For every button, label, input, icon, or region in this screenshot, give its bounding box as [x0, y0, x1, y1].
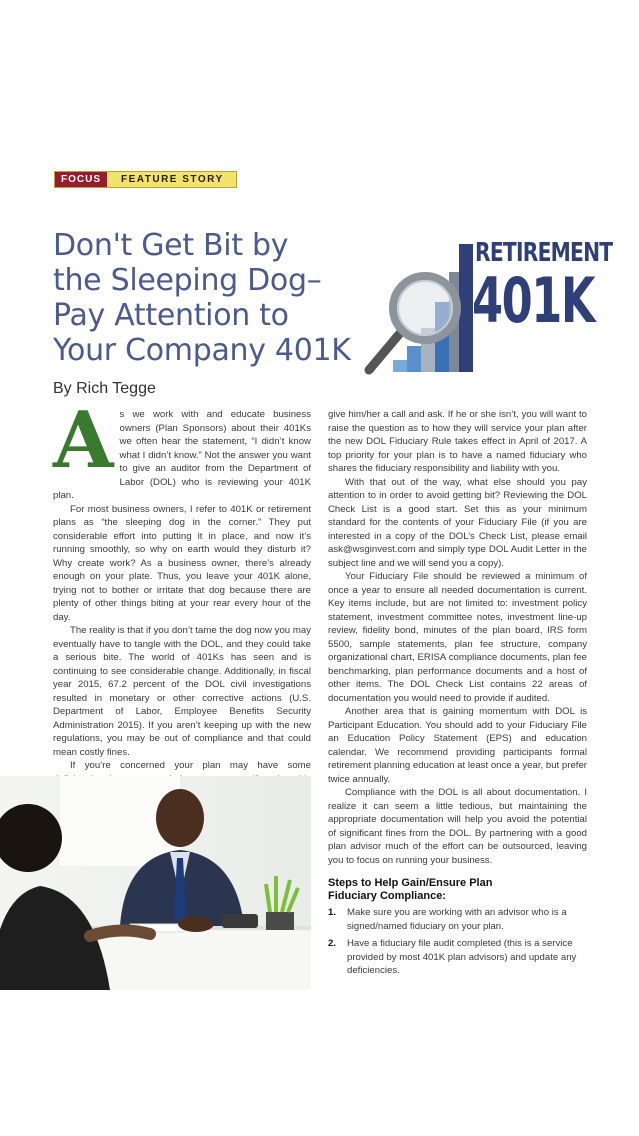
logo-401k: 401K: [472, 264, 595, 337]
focus-label: FOCUS: [55, 172, 107, 187]
article-column-right: [328, 408, 587, 982]
meeting-photo: [0, 776, 311, 990]
headline-line: Pay Attention to: [53, 298, 289, 333]
list-item: [328, 906, 587, 933]
article-paragraph: The reality is that if you don’t tame the dog now you may eventually have to tangle with the DOL, and they could take a serious bite. The world of 401Ks has seen and is continuing to see considerable change. Additionally, in fiscal year 2015, 67.2 percent of the DOL civil investigations resulted in monetary or other corrective actions (U.S. Department of Labor, Employee Benefits Security Administration 2015). If you aren’t keeping up with the new regulations, you may be out of compliance and that could mean costly fines.: [53, 625, 311, 758]
article-paragraph: If you’re concerned your plan may have some: [70, 760, 311, 771]
retirement-401k-logo: [355, 232, 613, 380]
article-paragraph: s we work with and educate business owners (Plan Sponsors) about their 401Ks we often hear the statement, “I didn’t know what I didn’t know.” Not the answer you want to give an auditor from the Department of Labor (DOL) who is reviewing your 401K plan.: [53, 409, 311, 501]
logo-title: RETIREMENT: [475, 238, 613, 268]
headline-line: the Sleeping Dog–: [53, 263, 322, 298]
feature-story-label: FEATURE STORY: [107, 172, 236, 187]
article-paragraph: give him/her a call and ask. If he or she isn’t, you will want to raise the question as to how they will service your plan after the new DOL Fiduciary Rule takes effect in April of 2017. A top priority for your plan is to have a named fiduciary who shares the fiduciary responsibility and liability with you.: [328, 409, 587, 474]
article-headline: [53, 228, 353, 368]
steps-list: [328, 906, 587, 978]
step-number: 1.: [328, 907, 337, 918]
advisor-meeting-illustration: [0, 776, 311, 990]
step-number: 2.: [328, 938, 337, 949]
byline: By Rich Tegge: [53, 380, 156, 397]
list-item: [328, 937, 587, 978]
article-paragraph: Compliance with the DOL is all about documentation. I realize it can seem a little tedious, but maintaining the appropriate documentation will help you avoid the potential of significant fines from the DOL. By partnering with a good plan advisor much of the effort can be outsourced, leaving you to focus on running your business.: [328, 787, 587, 866]
article-paragraph: For most business owners, I refer to 401K or retirement plans as “the sleeping dog in the corner.” They put considerable effort into putting it in place, and now it’s running smoothly, so why on earth would they disturb it? Why create work? As a business owner, there’s already enough on your plate. Thus, you leave your 401K alone, trying not to bother or irritate that dog because there are plenty of other things biting at your rear every hour of the day.: [53, 503, 311, 623]
article-paragraph: Your Fiduciary File should be reviewed a minimum of once a year to ensure all needed documentation is current. Key items include, but are not limited to: investment policy statement, investment committee notes, investment line-up review, fidelity bond, minutes of the plan board, IRS form 5500, sample statements, plan fee structure, company organizational chart, ERISA compliance documents, plan fee benchmarking, plan performance documents and a host of other items. The DOL Check List contains 22 areas of documentation you would need to provide if audited.: [328, 571, 587, 704]
step-text: Have a fiduciary file audit completed (this is a service provided by most 401K plan advisors) and update any deficiencies.: [347, 938, 577, 976]
headline-line: Your Company 401K: [53, 333, 351, 368]
steps-heading: [328, 877, 587, 903]
headline-line: Don't Get Bit by: [53, 228, 289, 263]
article-paragraph: Another area that is gaining momentum with DOL is Participant Education. You should add to your Fiduciary File an Education Policy Statement (EPS) and education calendar. We recommend providing participants formal retirement planning education at least once a year, but prefer twice annually.: [328, 706, 587, 785]
section-tag: [54, 171, 237, 188]
article-column-left: [53, 395, 311, 827]
article-paragraph: With that out of the way, what else should you pay attention to in order to avoid getting bit? Reviewing the DOL Check List is a good start. Set this as your minimum standard for the contents of your Fiduciary File (if you are interested in a copy of the DOL’s Check List, please email ask@wsginvest.com and simply type DOL Audit Letter in the subject line and we will send you a copy).: [328, 476, 587, 569]
steps-heading-line: Steps to Help Gain/Ensure Plan: [328, 877, 493, 889]
drop-cap: A: [53, 395, 114, 486]
step-text: Make sure you are working with an advisor who is a signed/named fiduciary on your plan.: [347, 907, 567, 932]
steps-heading-line: Fiduciary Compliance:: [328, 890, 446, 902]
